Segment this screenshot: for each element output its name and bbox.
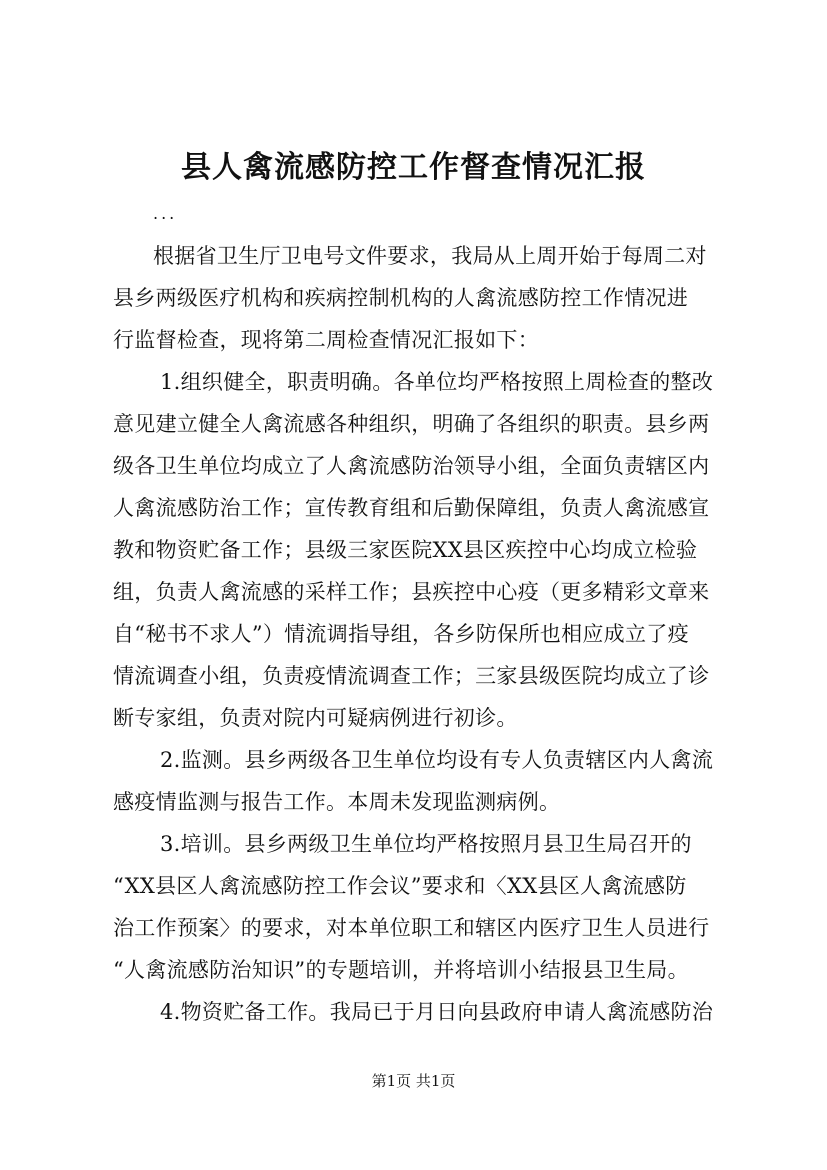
paragraph-line: 人禽流感防治工作；宣传教育组和后勤保障组，负责人禽流感宣 xyxy=(113,496,710,520)
paragraph-line: 治工作预案〉的要求，对本单位职工和辖区内医疗卫生人员进行 xyxy=(113,916,710,940)
paragraph-line: 感疫情监测与报告工作。本周未发现监测病例。 xyxy=(113,790,561,814)
paragraph-line: “XX县区人禽流感防控工作会议”要求和〈XX县区人禽流感防 xyxy=(113,874,687,898)
paragraph-line: 1.组织健全，职责明确。各单位均严格按照上周检查的整改 xyxy=(160,370,714,394)
paragraph-line: 根据省卫生厅卫电号文件要求，我局从上周开始于每周二对 xyxy=(153,244,707,268)
paragraph-line: 级各卫生单位均成立了人禽流感防治领导小组，全面负责辖区内 xyxy=(113,454,710,478)
paragraph-line: 行监督检查，现将第二周检查情况汇报如下： xyxy=(113,328,539,352)
paragraph-line: 4.物资贮备工作。我局已于月日向县政府申请人禽流感防治 xyxy=(160,1000,714,1024)
paragraph-line: 教和物资贮备工作；县级三家医院XX县区疾控中心均成立检验 xyxy=(113,538,698,562)
paragraph-line: 组，负责人禽流感的采样工作；县疾控中心疫（更多精彩文章来 xyxy=(113,580,710,604)
paragraph-line: 县乡两级医疗机构和疾病控制机构的人禽流感防控工作情况进 xyxy=(113,286,689,310)
paragraph-line: 2.监测。县乡两级各卫生单位均设有专人负责辖区内人禽流 xyxy=(160,748,714,772)
paragraph-line: 意见建立健全人禽流感各种组织，明确了各组织的职责。县乡两 xyxy=(113,412,710,436)
paragraph-line: “人禽流感防治知识”的专题培训，并将培训小结报县卫生局。 xyxy=(113,958,689,982)
paragraph-line: 3.培训。县乡两级卫生单位均严格按照月县卫生局召开的 xyxy=(160,832,692,856)
paragraph-line: 情流调查小组，负责疫情流调查工作；三家县级医院均成立了诊 xyxy=(113,664,710,688)
paragraph-line: 自“秘书不求人”）情流调指导组，各乡防保所也相应成立了疫 xyxy=(113,622,689,646)
document-title: 县人禽流感防控工作督查情况汇报 xyxy=(181,150,646,185)
page-number-footer: 第1页 共1页 xyxy=(371,1072,456,1090)
ellipsis-marker: ... xyxy=(153,204,178,223)
paragraph-line: 断专家组，负责对院内可疑病例进行初诊。 xyxy=(113,706,518,730)
